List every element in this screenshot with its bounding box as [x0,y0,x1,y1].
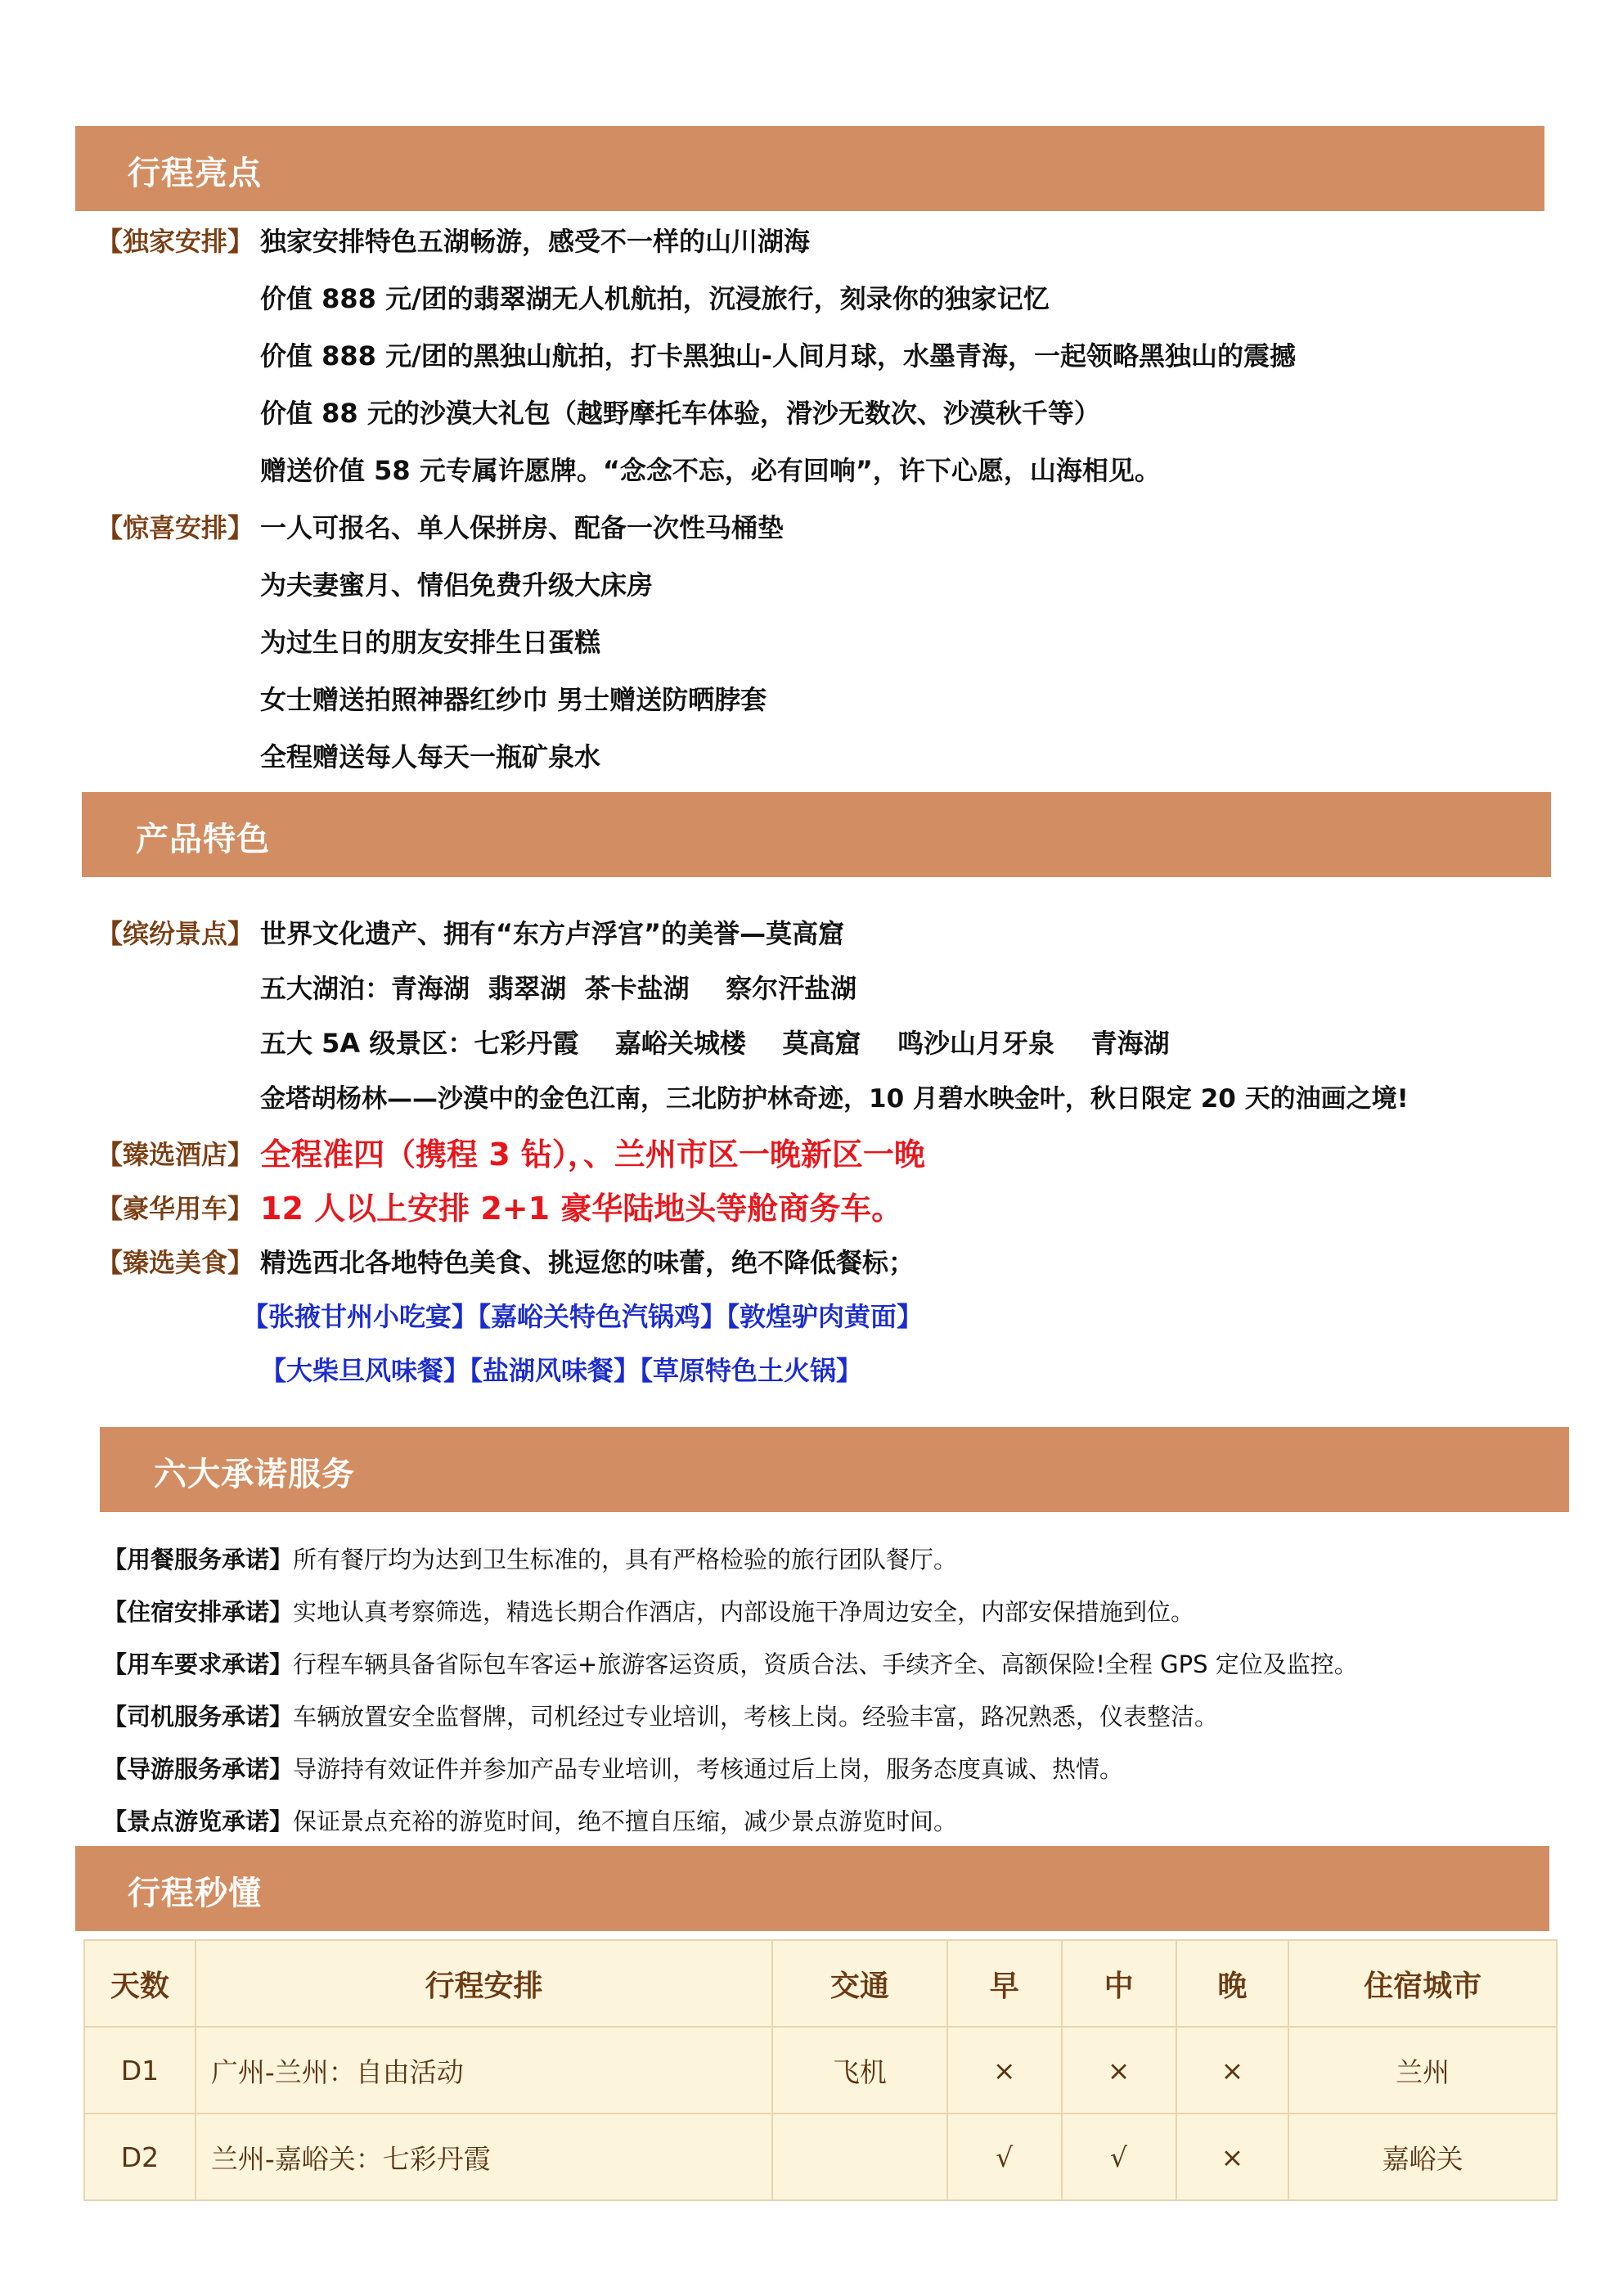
promises-banner [100,1427,1569,1512]
hotel-text: 全程准四（携程 3 钻），、兰州市区一晚新区一晚 [260,1137,925,1173]
features-title: 产品特色 [136,821,270,858]
promise-text: 导游持有效证件并参加产品专业培训，考核通过后上岗，服务态度真诚、热情。 [293,1755,1124,1783]
exclusive-line: 赠送价值 58 元专属许愿牌。“念念不忘，必有回响”，许下心愿，山海相见。 [260,455,1161,486]
surprise-line: 为过生日的朋友安排生日蛋糕 [260,627,601,658]
cell-lunch: √ [1062,2114,1176,2200]
scenic-line: 世界文化遗产、拥有“东方卢浮宫”的美誉—莫高窟 [260,918,845,949]
promise-text: 行程车辆具备省际包车客运+旅游客运资质，资质合法、手续齐全、高额保险!全程 GPS 定位及监控。 [293,1650,1358,1678]
list-item [103,1803,957,1837]
scenic-line: 五大 5A 级景区：七彩丹霞 嘉峪关城楼 莫高窟 鸣沙山月牙泉 青海湖 [260,1028,1170,1059]
exclusive-line: 价值 888 元/团的黑独山航拍，打卡黑独山-人间月球，水墨青海，一起领略黑独山的震撼 [260,340,1297,371]
cell-transport [772,2114,947,2200]
header-day: 天数 [84,1940,196,2027]
surprise-line: 女士赠送拍照神器红纱巾 男士赠送防晒脖套 [260,684,767,715]
header-city: 住宿城市 [1288,1940,1557,2027]
list-item [103,1542,957,1575]
promise-tag: 【景点游览承诺】 [103,1808,294,1835]
scenic-line: 金塔胡杨林——沙漠中的金色江南，三北防护林奇迹，10 月碧水映金叶，秋日限定 20 天的油画之境! [260,1084,1409,1114]
promise-text: 保证景点充裕的游览时间，绝不擅自压缩，减少景点游览时间。 [293,1808,958,1835]
promise-tag: 【住宿安排承诺】 [103,1598,294,1626]
highlights-title: 行程亮点 [128,155,262,192]
highlights-banner [75,126,1544,211]
cell-breakfast: √ [947,2114,1062,2200]
food-dishes-line: 【大柴旦风味餐】【盐湖风味餐】【草原特色土火锅】 [260,1355,863,1386]
surprise-tag: 【惊喜安排】 [97,512,254,543]
header-lunch: 中 [1062,1940,1176,2027]
promises-title: 六大承诺服务 [154,1456,355,1493]
header-dinner: 晚 [1176,1940,1289,2027]
food-text: 精选西北各地特色美食、挑逗您的味蕾，绝不降低餐标； [260,1247,915,1278]
features-banner [82,792,1551,877]
header-schedule: 行程安排 [196,1940,772,2027]
exclusive-line: 价值 88 元的沙漠大礼包（越野摩托车体验，滑沙无数次、沙漠秋千等） [260,398,1100,429]
list-item [103,1699,1218,1732]
header-transport: 交通 [772,1940,947,2027]
promise-text: 车辆放置安全监督牌，司机经过专业培训，考核上岗。经验丰富，路况熟悉，仪表整洁。 [293,1703,1219,1731]
table-row [84,2027,1557,2114]
scenic-line: 五大湖泊：青海湖 翡翠湖 茶卡盐湖 察尔汗盐湖 [260,973,857,1004]
cell-dinner: × [1176,2114,1289,2200]
promise-tag: 【用餐服务承诺】 [103,1546,294,1573]
cell-breakfast: × [947,2027,1062,2114]
exclusive-line: 价值 888 元/团的翡翠湖无人机航拍，沉浸旅行，刻录你的独家记忆 [260,283,1050,314]
table-row [84,2114,1557,2200]
promise-tag: 【导游服务承诺】 [103,1755,294,1783]
cell-city: 兰州 [1288,2027,1557,2114]
food-dishes-line: 【张掖甘州小吃宴】【嘉峪关特色汽锅鸡】【敦煌驴肉黄面】 [242,1301,924,1332]
cell-day: D2 [84,2114,196,2200]
promise-tag: 【司机服务承诺】 [103,1703,294,1731]
list-item [103,1751,1123,1785]
itinerary-banner [75,1846,1549,1931]
cell-schedule: 广州-兰州：自由活动 [196,2027,772,2114]
cell-day: D1 [84,2027,196,2114]
hotel-tag: 【臻选酒店】 [97,1139,254,1170]
surprise-line: 全程赠送每人每天一瓶矿泉水 [260,741,601,772]
list-item [103,1594,1194,1627]
cell-city: 嘉峪关 [1288,2114,1557,2200]
list-item [103,1646,1358,1680]
exclusive-line: 独家安排特色五湖畅游，感受不一样的山川湖海 [260,226,811,257]
surprise-line: 一人可报名、单人保拼房、配备一次性马桶垫 [260,512,785,543]
cell-dinner: × [1176,2027,1289,2114]
promise-tag: 【用车要求承诺】 [103,1650,294,1678]
cell-transport: 飞机 [772,2027,947,2114]
exclusive-tag: 【独家安排】 [97,226,254,257]
car-tag: 【豪华用车】 [97,1193,254,1224]
promise-text: 所有餐厅均为达到卫生标准的，具有严格检验的旅行团队餐厅。 [293,1546,958,1573]
itinerary-table [83,1939,1558,2201]
cell-schedule: 兰州-嘉峪关：七彩丹霞 [196,2114,772,2200]
header-breakfast: 早 [947,1940,1062,2027]
itinerary-title: 行程秒懂 [128,1875,262,1912]
food-tag: 【臻选美食】 [97,1247,254,1278]
scenic-tag: 【缤纷景点】 [97,918,254,949]
cell-lunch: × [1062,2027,1176,2114]
surprise-line: 为夫妻蜜月、情侣免费升级大床房 [260,569,654,601]
table-header-row [84,1940,1557,2027]
car-text: 12 人以上安排 2+1 豪华陆地头等舱商务车。 [260,1191,903,1227]
promise-text: 实地认真考察筛选，精选长期合作酒店，内部设施干净周边安全，内部安保措施到位。 [293,1598,1195,1626]
